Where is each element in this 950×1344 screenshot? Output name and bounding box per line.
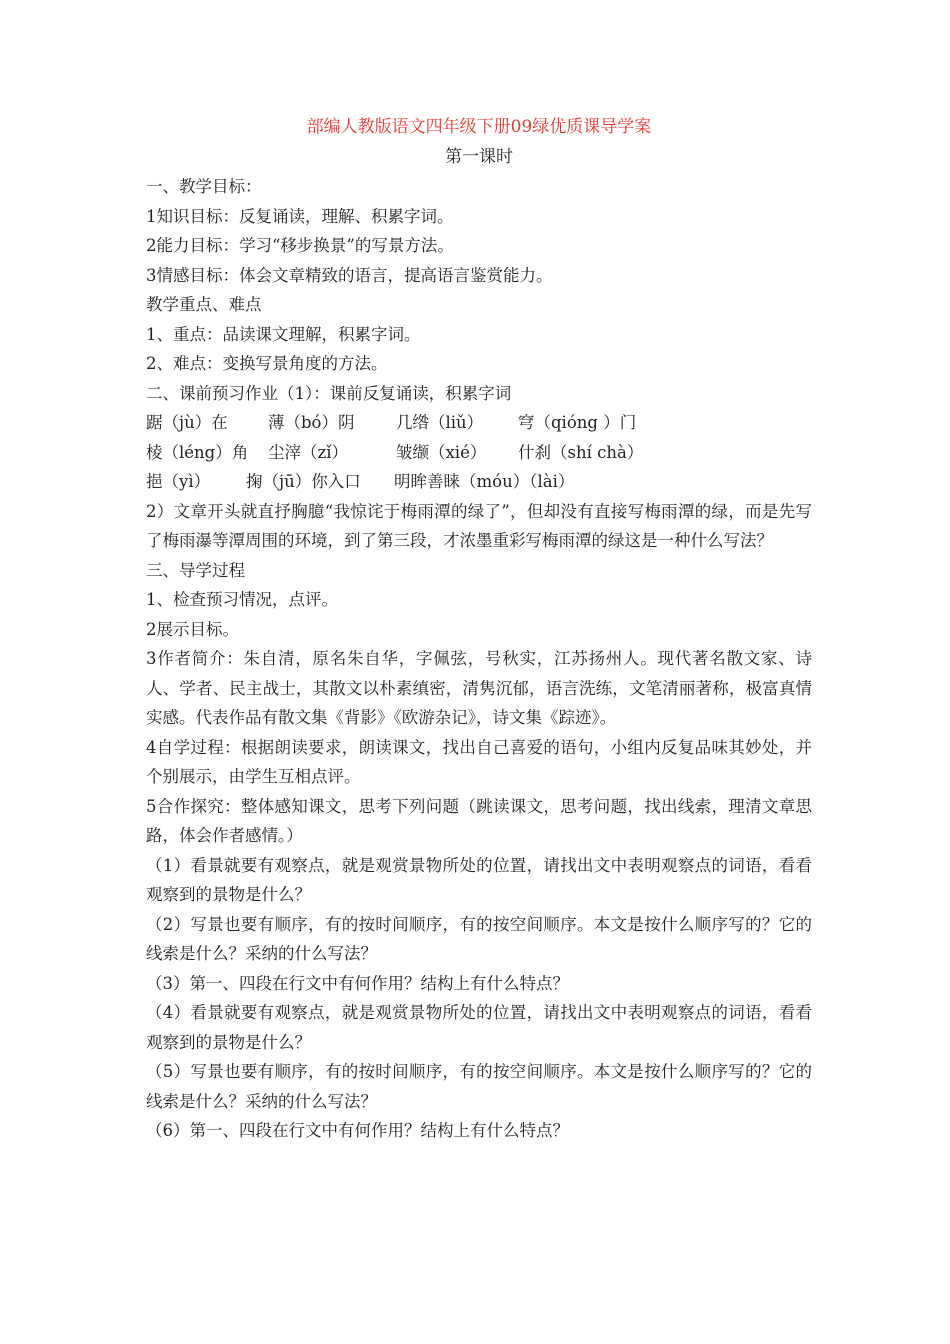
- vocab-row: [146, 438, 812, 468]
- cooperative-inquiry: 5合作探究：整体感知课文，思考下列问题（跳读课文，思考问题，找出线索，理清文章思路，体会作者感情。）: [146, 796, 812, 845]
- vocab-word: 挹（yì）: [146, 472, 211, 491]
- inquiry-question: （3）第一、四段在行文中有何作用？结构上有什么特点？: [146, 973, 569, 993]
- vocab-row: [146, 408, 812, 438]
- inquiry-question: （1）看景就要有观察点，就是观赏景物所处的位置，请找出文中表明观察点的词语，看看观察到的景物是什么？: [146, 855, 812, 904]
- document-title: 部编人教版语文四年级下册09绿优质课导学案: [306, 117, 652, 137]
- process-step: 2展示目标。: [146, 619, 239, 639]
- preview-heading: 二、课前预习作业（1）：课前反复诵读，积累字词: [146, 383, 512, 403]
- objective-item: 1知识目标：反复诵读，理解、积累字词。: [146, 206, 454, 226]
- vocab-word: 皱缬（xié）: [396, 442, 487, 462]
- objective-item: 3情感目标：体会文章精致的语言，提高语言鉴赏能力。: [146, 265, 553, 285]
- objective-item: 2能力目标：学习“移步换景”的写景方法。: [146, 236, 454, 255]
- author-intro: 3作者简介：朱自清，原名朱自华，字佩弦，号秋实，江苏扬州人。现代著名散文家、诗人、学者、民主战士，其散文以朴素缜密，清隽沉郁，语言洗练，文笔清丽著称，极富真情实感。代表作品有散文集《背影》《欧游杂记》，诗文集《踪迹》。: [146, 649, 812, 727]
- focus-item: 1、重点：品读课文理解，积累字词。: [146, 324, 421, 344]
- process-step: 1、检查预习情况，点评。: [146, 590, 338, 609]
- focus-item: 2、难点：变换写景角度的方法。: [146, 354, 388, 373]
- vocab-word: 什刹（shí chà）: [518, 442, 644, 462]
- vocab-word: 棱（léng）角: [146, 442, 249, 462]
- inquiry-question: （4）看景就要有观察点，就是观赏景物所处的位置，请找出文中表明观察点的词语，看看观察到的景物是什么？: [146, 1003, 812, 1052]
- inquiry-question: （2）写景也要有顺序，有的按时间顺序，有的按空间顺序。本文是按什么顺序写的？它的线索是什么？采纳的什么写法？: [146, 914, 812, 963]
- process-heading: 三、导学过程: [146, 560, 245, 580]
- lesson-subtitle: 第一课时: [445, 147, 513, 167]
- vocab-word: 踞（jù）在: [146, 413, 228, 432]
- objectives-heading: 一、教学目标：: [146, 177, 262, 196]
- document-page: [146, 112, 812, 1146]
- self-study: 4自学过程：根据朗读要求，朗读课文，找出自己喜爱的语句，小组内反复品味其妙处，并个别展示，由学生互相点评。: [146, 737, 812, 786]
- vocab-word: 几绺（liǔ）: [396, 413, 484, 432]
- vocab-word: 掬（jū）你入口: [246, 472, 361, 491]
- inquiry-question: （5）写景也要有顺序，有的按时间顺序，有的按空间顺序。本文是按什么顺序写的？它的线索是什么？采纳的什么写法？: [146, 1062, 812, 1111]
- vocab-word: 明眸善睐（móu）（lài）: [394, 472, 575, 491]
- preview-question: 2）文章开头就直抒胸臆“我惊诧于梅雨潭的绿了”，但却没有直接写梅雨潭的绿，而是先写了梅雨瀑等潭周围的环境，到了第三段，才浓墨重彩写梅雨潭的绿这是一种什么写法？: [146, 501, 812, 550]
- vocab-row: [146, 467, 812, 497]
- vocab-word: 穹（qióng ）门: [518, 413, 637, 432]
- inquiry-question: （6）第一、四段在行文中有何作用？结构上有什么特点？: [146, 1121, 569, 1140]
- focus-heading: 教学重点、难点: [146, 295, 262, 314]
- vocab-word: 薄（bó）阴: [268, 413, 355, 432]
- vocab-word: 尘滓（zǐ）: [268, 442, 348, 462]
